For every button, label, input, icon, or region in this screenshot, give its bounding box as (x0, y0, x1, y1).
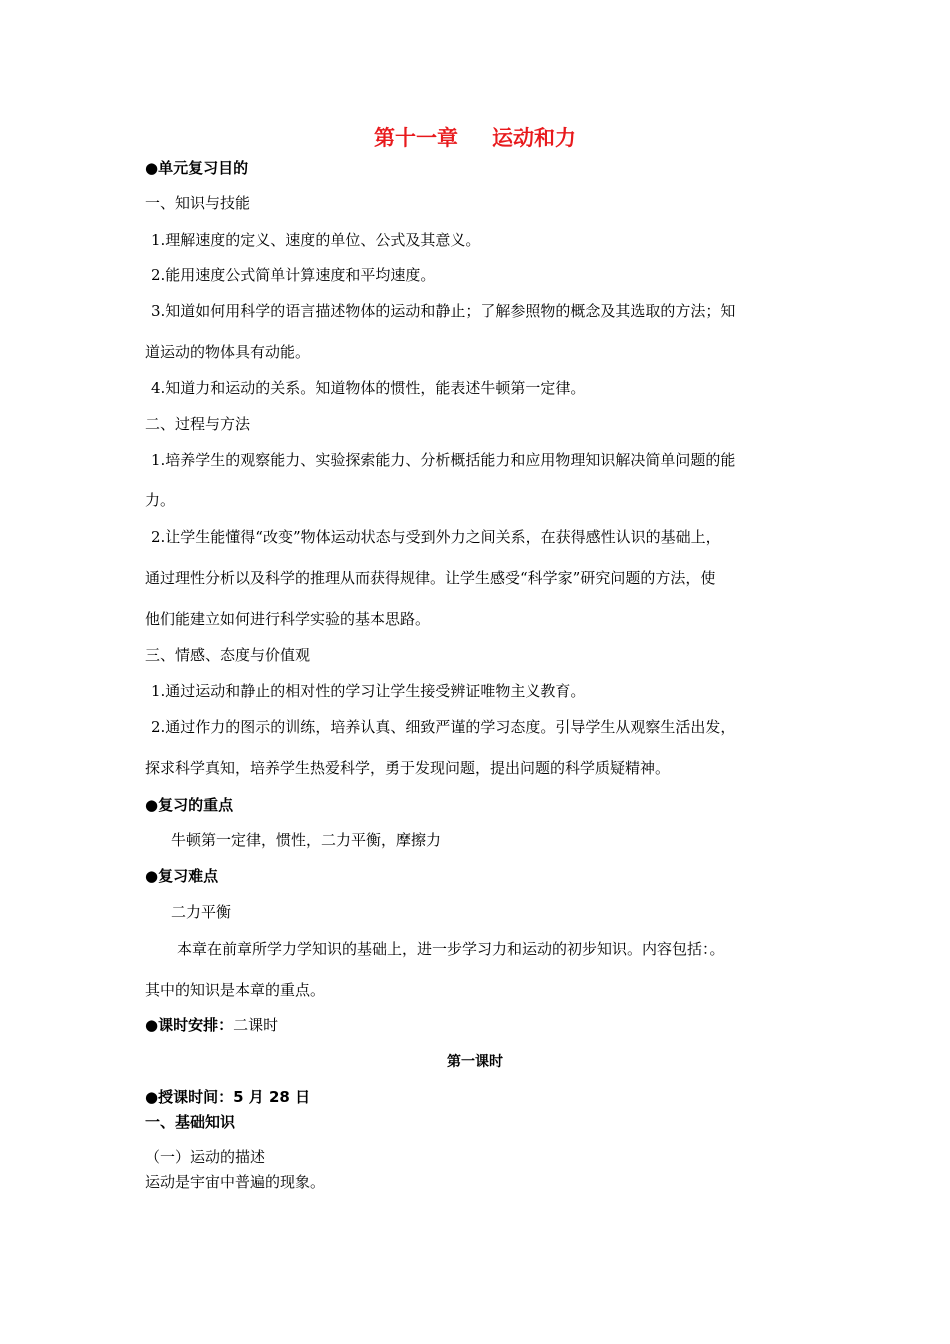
difficulty-text: 二力平衡 (171, 903, 232, 921)
goal-item: 2.通过作力的图示的训练，培养认真、细致严谨的学习态度。引导学生从观察生活出发， (151, 718, 736, 736)
section-process-heading: 二、过程与方法 (145, 415, 251, 433)
chapter-number: 第十一章 (374, 126, 458, 150)
chapter-name: 运动和力 (492, 126, 576, 150)
goals-heading: ●单元复习目的 (145, 159, 249, 177)
section-attitude-heading: 三、情感、态度与价值观 (145, 646, 311, 664)
lesson-time: ●授课时间：5 月 28 日 (145, 1088, 311, 1106)
schedule-label: ●课时安排： (145, 1016, 234, 1034)
goal-item-continued: 道运动的物体具有动能。 (145, 343, 311, 361)
intro-paragraph-continued: 其中的知识是本章的重点。 (145, 981, 326, 999)
section-knowledge-heading: 一、知识与技能 (145, 194, 251, 212)
goal-item-continued: 他们能建立如何进行科学实验的基本思路。 (145, 610, 431, 628)
focus-heading: ●复习的重点 (145, 796, 234, 814)
goal-item: 2.让学生能懂得“改变”物体运动状态与受到外力之间关系，在获得感性认识的基础上， (151, 528, 721, 546)
difficulty-heading: ●复习难点 (145, 867, 219, 885)
goal-item-continued: 力。 (145, 491, 176, 509)
goal-item: 3.知道如何用科学的语言描述物体的运动和静止；了解参照物的概念及其选取的方法；知 (151, 302, 736, 320)
goal-item: 1.通过运动和静止的相对性的学习让学生接受辨证唯物主义教育。 (151, 682, 586, 700)
focus-text: 牛顿第一定律，惯性，二力平衡，摩擦力 (171, 831, 442, 849)
intro-paragraph: 本章在前章所学力学知识的基础上，进一步学习力和运动的初步知识。内容包括：。 (177, 940, 725, 958)
body-text: 运动是宇宙中普遍的现象。 (145, 1173, 326, 1191)
lesson-heading: 第一课时 (447, 1054, 503, 1070)
goal-item: 1.培养学生的观察能力、实验探索能力、分析概括能力和应用物理知识解决简单问题的能 (151, 451, 736, 469)
schedule-line (145, 1015, 278, 1035)
goal-item: 2.能用速度公式简单计算速度和平均速度。 (151, 266, 436, 284)
basics-heading: 一、基础知识 (145, 1113, 236, 1131)
schedule-value: 二课时 (233, 1016, 279, 1034)
subsection-heading: （一）运动的描述 (145, 1148, 266, 1166)
goal-item: 1.理解速度的定义、速度的单位、公式及其意义。 (151, 231, 481, 249)
goal-item-continued: 探求科学真知，培养学生热爱科学，勇于发现问题，提出问题的科学质疑精神。 (145, 759, 671, 777)
chapter-title (0, 124, 950, 152)
goal-item-continued: 通过理性分析以及科学的推理从而获得规律。让学生感受“科学家”研究问题的方法，使 (145, 569, 716, 587)
goal-item: 4.知道力和运动的关系。知道物体的惯性，能表述牛顿第一定律。 (151, 379, 586, 397)
